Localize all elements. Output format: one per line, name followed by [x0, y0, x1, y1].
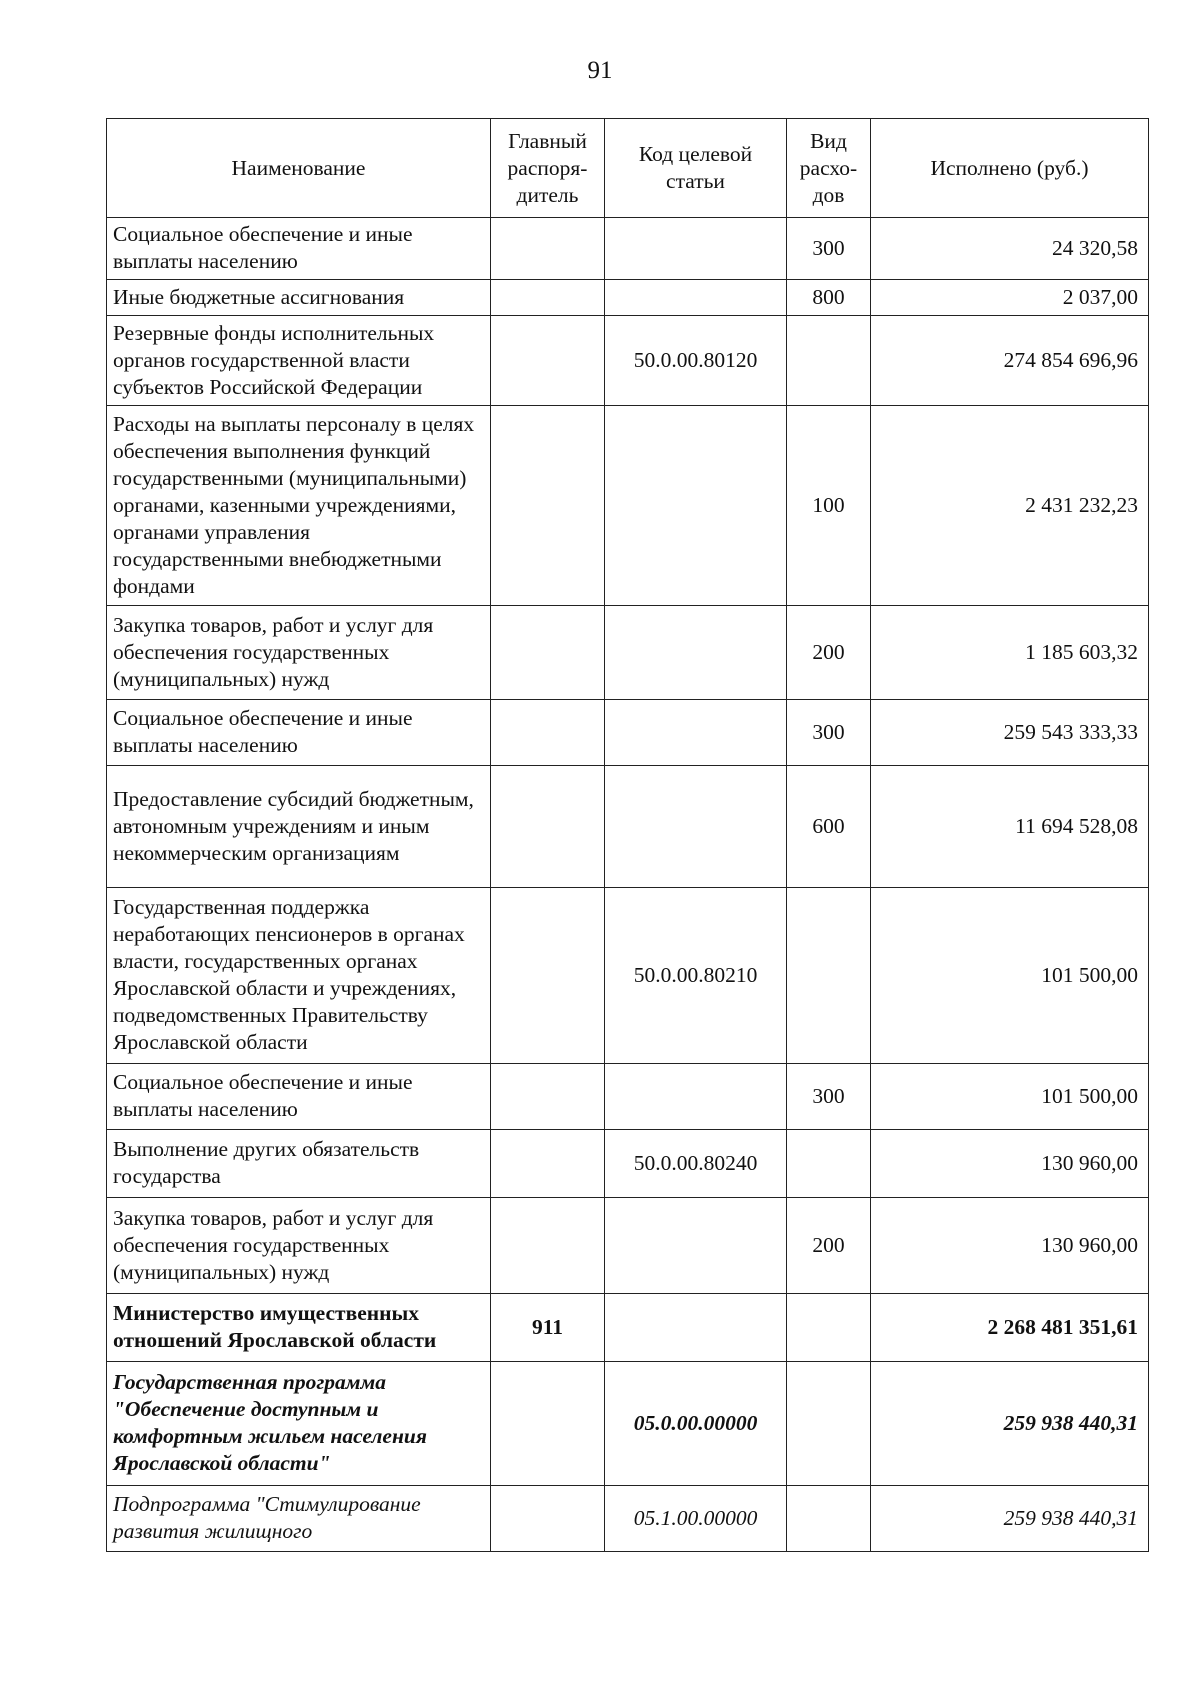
cell-main-manager	[491, 1486, 605, 1552]
cell-main-manager: 911	[491, 1294, 605, 1362]
cell-expense-type: 200	[787, 606, 871, 700]
cell-executed: 274 854 696,96	[871, 316, 1149, 406]
table-row	[107, 888, 1149, 1064]
cell-executed: 259 938 440,31	[871, 1486, 1149, 1552]
header-executed: Исполнено (руб.)	[871, 119, 1149, 218]
cell-main-manager	[491, 218, 605, 280]
cell-name: Расходы на выплаты персоналу в целях обеспечения выполнения функций государственными (муниципальными) органами, казенными учреждениями, органами управления государственными внебюджетными фондами	[107, 406, 491, 606]
cell-target-code	[605, 1294, 787, 1362]
cell-executed: 101 500,00	[871, 888, 1149, 1064]
cell-main-manager	[491, 766, 605, 888]
table-row	[107, 1064, 1149, 1130]
cell-target-code: 50.0.00.80120	[605, 316, 787, 406]
cell-target-code	[605, 406, 787, 606]
cell-name: Государственная поддержка неработающих пенсионеров в органах власти, государственных органах Ярославской области и учреждениях, подведомственных Правительству Ярославской области	[107, 888, 491, 1064]
cell-target-code	[605, 766, 787, 888]
cell-main-manager	[491, 700, 605, 766]
cell-target-code	[605, 218, 787, 280]
cell-main-manager	[491, 1130, 605, 1198]
cell-expense-type	[787, 316, 871, 406]
header-name: Наименование	[107, 119, 491, 218]
cell-executed: 2 037,00	[871, 280, 1149, 316]
table-row	[107, 406, 1149, 606]
cell-executed: 1 185 603,32	[871, 606, 1149, 700]
cell-executed: 24 320,58	[871, 218, 1149, 280]
cell-expense-type	[787, 1130, 871, 1198]
budget-table	[106, 118, 1149, 1552]
table-row	[107, 316, 1149, 406]
cell-name: Выполнение других обязательств государства	[107, 1130, 491, 1198]
cell-expense-type: 100	[787, 406, 871, 606]
cell-name: Иные бюджетные ассигнования	[107, 280, 491, 316]
table-row	[107, 1130, 1149, 1198]
table-row	[107, 1294, 1149, 1362]
table-row	[107, 1198, 1149, 1294]
cell-expense-type	[787, 1294, 871, 1362]
cell-name: Закупка товаров, работ и услуг для обеспечения государственных (муниципальных) нужд	[107, 606, 491, 700]
cell-main-manager	[491, 1064, 605, 1130]
cell-target-code	[605, 700, 787, 766]
cell-expense-type	[787, 888, 871, 1064]
cell-executed: 2 431 232,23	[871, 406, 1149, 606]
cell-target-code: 50.0.00.80240	[605, 1130, 787, 1198]
cell-main-manager	[491, 606, 605, 700]
cell-target-code: 05.0.00.00000	[605, 1362, 787, 1486]
cell-main-manager	[491, 316, 605, 406]
table-row	[107, 606, 1149, 700]
cell-name: Подпрограмма "Стимулирование развития жилищного	[107, 1486, 491, 1552]
cell-target-code	[605, 606, 787, 700]
cell-target-code: 05.1.00.00000	[605, 1486, 787, 1552]
page-number: 91	[587, 57, 613, 84]
cell-expense-type: 600	[787, 766, 871, 888]
cell-executed: 101 500,00	[871, 1064, 1149, 1130]
cell-expense-type: 300	[787, 1064, 871, 1130]
cell-name: Социальное обеспечение и иные выплаты населению	[107, 700, 491, 766]
header-expense-type: Вид расхо-дов	[787, 119, 871, 218]
cell-executed: 130 960,00	[871, 1198, 1149, 1294]
cell-target-code	[605, 280, 787, 316]
cell-target-code	[605, 1064, 787, 1130]
header-row	[107, 119, 1149, 218]
cell-main-manager	[491, 1362, 605, 1486]
cell-expense-type	[787, 1362, 871, 1486]
cell-expense-type: 300	[787, 218, 871, 280]
table-row	[107, 1362, 1149, 1486]
cell-expense-type: 200	[787, 1198, 871, 1294]
cell-executed: 2 268 481 351,61	[871, 1294, 1149, 1362]
cell-name: Социальное обеспечение и иные выплаты населению	[107, 1064, 491, 1130]
cell-name: Закупка товаров, работ и услуг для обеспечения государственных (муниципальных) нужд	[107, 1198, 491, 1294]
header-target-code: Код целевой статьи	[605, 119, 787, 218]
cell-expense-type	[787, 1486, 871, 1552]
cell-main-manager	[491, 280, 605, 316]
cell-executed: 11 694 528,08	[871, 766, 1149, 888]
cell-main-manager	[491, 888, 605, 1064]
table-row	[107, 766, 1149, 888]
cell-target-code: 50.0.00.80210	[605, 888, 787, 1064]
cell-expense-type: 300	[787, 700, 871, 766]
cell-name: Министерство имущественных отношений Ярославской области	[107, 1294, 491, 1362]
cell-main-manager	[491, 1198, 605, 1294]
cell-name: Государственная программа "Обеспечение доступным и комфортным жильем населения Ярославской области"	[107, 1362, 491, 1486]
cell-executed: 259 543 333,33	[871, 700, 1149, 766]
cell-executed: 130 960,00	[871, 1130, 1149, 1198]
cell-name: Предоставление субсидий бюджетным, автономным учреждениям и иным некоммерческим организациям	[107, 766, 491, 888]
header-main-manager: Главный распоря-дитель	[491, 119, 605, 218]
table-row	[107, 1486, 1149, 1552]
table-row	[107, 700, 1149, 766]
cell-target-code	[605, 1198, 787, 1294]
cell-name: Резервные фонды исполнительных органов государственной власти субъектов Российской Федерации	[107, 316, 491, 406]
cell-main-manager	[491, 406, 605, 606]
table-row	[107, 280, 1149, 316]
cell-name: Социальное обеспечение и иные выплаты населению	[107, 218, 491, 280]
table-row	[107, 218, 1149, 280]
cell-executed: 259 938 440,31	[871, 1362, 1149, 1486]
cell-expense-type: 800	[787, 280, 871, 316]
